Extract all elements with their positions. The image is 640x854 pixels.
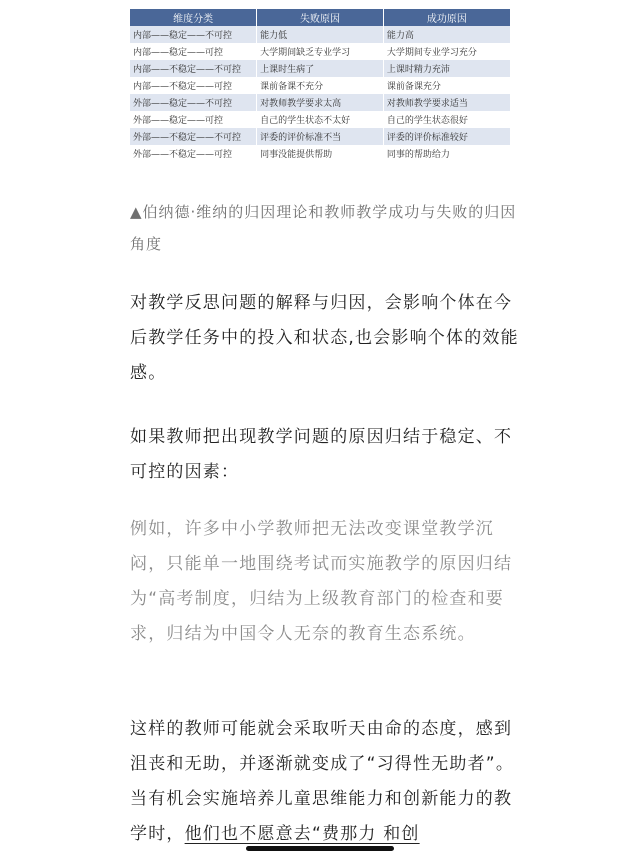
table-row — [130, 111, 510, 128]
cell-failure: 同事没能提供帮助 — [257, 145, 384, 162]
cell-failure: 自己的学生状态不太好 — [257, 111, 384, 128]
cell-dimension: 内部——不稳定——不可控 — [130, 60, 257, 77]
cell-success: 对教师教学要求适当 — [383, 94, 510, 111]
cell-failure: 大学期间缺乏专业学习 — [257, 43, 384, 60]
underlined-text: 他们也不愿意去“费那力 和创 — [184, 824, 420, 844]
cell-dimension: 内部——不稳定——可控 — [130, 77, 257, 94]
cell-success: 上课时精力充沛 — [383, 60, 510, 77]
cell-success: 课前备课充分 — [383, 77, 510, 94]
table-row — [130, 145, 510, 162]
paragraph-example-quote: 例如，许多中小学教师把无法改变课堂教学沉闷，只能单一地围绕考试而实施教学的原因归结为“高考制度，归结为上级教育部门的检查和要求，归结为中国令人无奈的教育生态系统。 — [130, 519, 513, 644]
cell-failure: 上课时生病了 — [257, 60, 384, 77]
header-success-reason: 成功原因 — [383, 9, 510, 26]
attribution-table-image — [130, 9, 510, 162]
header-dimension: 维度分类 — [130, 9, 257, 26]
cell-success: 同事的帮助给力 — [383, 145, 510, 162]
cell-dimension: 外部——稳定——不可控 — [130, 94, 257, 111]
cell-failure: 能力低 — [257, 26, 384, 43]
table-row — [130, 77, 510, 94]
paragraph-stable-uncontrollable: 如果教师把出现教学问题的原因归结于稳定、不可控的因素： — [130, 427, 513, 482]
cell-failure: 对教师教学要求太高 — [257, 94, 384, 111]
cell-success: 能力高 — [383, 26, 510, 43]
table-row — [130, 43, 510, 60]
paragraph-learned-helplessness — [130, 712, 520, 852]
attribution-table — [130, 9, 510, 162]
cell-success: 自己的学生状态很好 — [383, 111, 510, 128]
table-row — [130, 94, 510, 111]
table-header-row — [130, 9, 510, 26]
cell-success: 评委的评价标准较好 — [383, 128, 510, 145]
header-failure-reason: 失败原因 — [257, 9, 384, 26]
cell-failure: 课前备课不充分 — [257, 77, 384, 94]
cell-failure: 评委的评价标准不当 — [257, 128, 384, 145]
cell-success: 大学期间专业学习充分 — [383, 43, 510, 60]
table-caption: ▲伯纳德·维纳的归因理论和教师教学成功与失败的归因角度 — [130, 203, 517, 253]
cell-dimension: 内部——稳定——可控 — [130, 43, 257, 60]
table-row — [130, 128, 510, 145]
cell-dimension: 外部——不稳定——不可控 — [130, 128, 257, 145]
table-row — [130, 60, 510, 77]
home-indicator[interactable] — [246, 846, 394, 851]
paragraph-attribution-effect: 对教学反思问题的解释与归因，会影响个体在今后教学任务中的投入和状态,也会影响个体的效能感。 — [130, 293, 519, 383]
cell-dimension: 外部——不稳定——可控 — [130, 145, 257, 162]
cell-dimension: 内部——稳定——不可控 — [130, 26, 257, 43]
paragraph-text: 这样的教师可能就会采取听天由命的态度，感到沮丧和无助，并逐渐就变成了“习得性无助者”。当有机会实施培养儿童思维能力和创新能力的教学时， — [130, 719, 515, 844]
cell-dimension: 外部——稳定——可控 — [130, 111, 257, 128]
table-row — [130, 26, 510, 43]
